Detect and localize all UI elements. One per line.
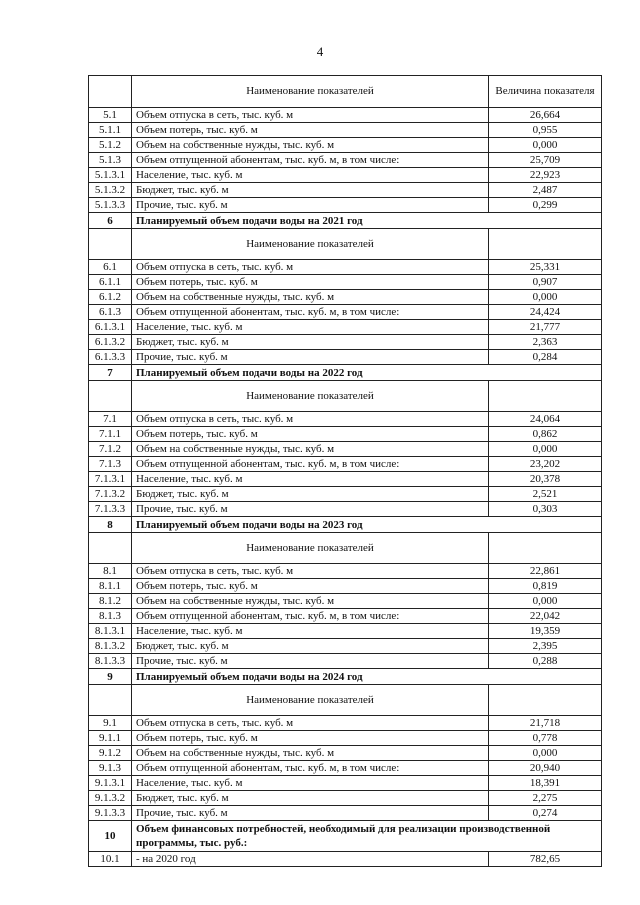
row-value: 0,288 [489, 654, 602, 669]
row-name: Объем на собственные нужды, тыс. куб. м [132, 138, 489, 153]
subheader-value-cell [489, 381, 602, 412]
table-row [89, 776, 602, 791]
table-row [89, 716, 602, 731]
row-name: Население, тыс. куб. м [132, 472, 489, 487]
table-row [89, 153, 602, 168]
header-num-cell [89, 76, 132, 108]
section-title-row [89, 517, 602, 533]
table-row [89, 138, 602, 153]
section-number: 6 [89, 213, 132, 229]
row-name: Население, тыс. куб. м [132, 320, 489, 335]
row-value: 20,378 [489, 472, 602, 487]
row-value: 0,907 [489, 275, 602, 290]
row-number: 6.1.3.3 [89, 350, 132, 365]
row-number: 5.1.3.3 [89, 198, 132, 213]
section-title-row [89, 365, 602, 381]
row-number: 5.1.3.2 [89, 183, 132, 198]
row-value: 25,331 [489, 260, 602, 275]
table-header-row [89, 76, 602, 108]
row-value: 782,65 [489, 852, 602, 867]
table-row [89, 168, 602, 183]
row-number: 8.1.2 [89, 594, 132, 609]
table-row [89, 564, 602, 579]
row-value: 22,042 [489, 609, 602, 624]
table-row [89, 624, 602, 639]
row-value: 2,275 [489, 791, 602, 806]
row-value: 2,395 [489, 639, 602, 654]
row-name: Объем потерь, тыс. куб. м [132, 579, 489, 594]
table-row [89, 639, 602, 654]
row-name: Прочие, тыс. куб. м [132, 502, 489, 517]
row-number: 5.1.2 [89, 138, 132, 153]
row-number: 10.1 [89, 852, 132, 867]
row-value: 0,000 [489, 138, 602, 153]
table-row [89, 502, 602, 517]
subheader-name: Наименование показателей [132, 381, 489, 412]
row-number: 6.1.1 [89, 275, 132, 290]
table-row [89, 412, 602, 427]
table-row [89, 457, 602, 472]
subheader-name: Наименование показателей [132, 685, 489, 716]
row-value: 0,862 [489, 427, 602, 442]
row-value: 2,487 [489, 183, 602, 198]
header-value-cell: Величина показателя [489, 76, 602, 108]
row-value: 20,940 [489, 761, 602, 776]
section-number: 9 [89, 669, 132, 685]
row-name: Бюджет, тыс. куб. м [132, 183, 489, 198]
row-value: 0,274 [489, 806, 602, 821]
section-title-row [89, 669, 602, 685]
row-number: 9.1.3.3 [89, 806, 132, 821]
row-name: - на 2020 год [132, 852, 489, 867]
row-number: 9.1.3.2 [89, 791, 132, 806]
table-row [89, 594, 602, 609]
table-row [89, 427, 602, 442]
row-name: Прочие, тыс. куб. м [132, 806, 489, 821]
row-name: Объем на собственные нужды, тыс. куб. м [132, 290, 489, 305]
table-row [89, 320, 602, 335]
subheader-value-cell [489, 229, 602, 260]
subheader-num-cell [89, 381, 132, 412]
row-value: 0,778 [489, 731, 602, 746]
row-value: 22,861 [489, 564, 602, 579]
row-name: Население, тыс. куб. м [132, 168, 489, 183]
row-number: 7.1.3.3 [89, 502, 132, 517]
row-value: 19,359 [489, 624, 602, 639]
subheader-name: Наименование показателей [132, 229, 489, 260]
row-name: Объем отпуска в сеть, тыс. куб. м [132, 564, 489, 579]
table-row [89, 183, 602, 198]
indicators-table [88, 75, 602, 867]
row-value: 22,923 [489, 168, 602, 183]
table-row [89, 791, 602, 806]
section-number: 10 [89, 821, 132, 852]
row-value: 26,664 [489, 108, 602, 123]
row-name: Прочие, тыс. куб. м [132, 198, 489, 213]
table-row [89, 487, 602, 502]
row-number: 9.1.1 [89, 731, 132, 746]
table-row [89, 472, 602, 487]
row-value: 24,064 [489, 412, 602, 427]
row-name: Объем отпуска в сеть, тыс. куб. м [132, 260, 489, 275]
table-row [89, 746, 602, 761]
section-subheader-row [89, 685, 602, 716]
section-subheader-row [89, 533, 602, 564]
row-number: 7.1.2 [89, 442, 132, 457]
section-title: Планируемый объем подачи воды на 2024 год [132, 669, 602, 685]
table-row [89, 108, 602, 123]
table-row [89, 335, 602, 350]
table-row [89, 609, 602, 624]
row-number: 7.1.3.2 [89, 487, 132, 502]
page-number: 4 [316, 44, 324, 59]
row-number: 8.1.3 [89, 609, 132, 624]
header-name-cell: Наименование показателей [132, 76, 489, 108]
row-value: 21,718 [489, 716, 602, 731]
row-value: 23,202 [489, 457, 602, 472]
section-number: 7 [89, 365, 132, 381]
row-number: 9.1.2 [89, 746, 132, 761]
row-number: 6.1.3 [89, 305, 132, 320]
row-name: Бюджет, тыс. куб. м [132, 487, 489, 502]
section-subheader-row [89, 229, 602, 260]
section-title: Планируемый объем подачи воды на 2022 год [132, 365, 602, 381]
row-name: Население, тыс. куб. м [132, 776, 489, 791]
table-row [89, 442, 602, 457]
row-value: 2,363 [489, 335, 602, 350]
row-number: 5.1.3 [89, 153, 132, 168]
subheader-name: Наименование показателей [132, 533, 489, 564]
row-value: 0,000 [489, 290, 602, 305]
row-number: 7.1.1 [89, 427, 132, 442]
row-value: 18,391 [489, 776, 602, 791]
row-value: 0,299 [489, 198, 602, 213]
row-name: Бюджет, тыс. куб. м [132, 335, 489, 350]
row-number: 7.1 [89, 412, 132, 427]
row-name: Объем отпуска в сеть, тыс. куб. м [132, 716, 489, 731]
row-name: Объем на собственные нужды, тыс. куб. м [132, 442, 489, 457]
row-number: 8.1.1 [89, 579, 132, 594]
row-number: 6.1.2 [89, 290, 132, 305]
row-name: Объем потерь, тыс. куб. м [132, 123, 489, 138]
row-number: 6.1.3.2 [89, 335, 132, 350]
row-name: Объем отпущенной абонентам, тыс. куб. м, в том числе: [132, 457, 489, 472]
row-number: 6.1 [89, 260, 132, 275]
row-name: Объем отпуска в сеть, тыс. куб. м [132, 108, 489, 123]
row-number: 9.1 [89, 716, 132, 731]
row-name: Прочие, тыс. куб. м [132, 350, 489, 365]
row-value: 2,521 [489, 487, 602, 502]
table-row [89, 290, 602, 305]
row-value: 0,819 [489, 579, 602, 594]
row-name: Население, тыс. куб. м [132, 624, 489, 639]
row-name: Объем потерь, тыс. куб. м [132, 731, 489, 746]
row-value: 0,000 [489, 442, 602, 457]
table-row [89, 731, 602, 746]
row-name: Объем отпущенной абонентам, тыс. куб. м, в том числе: [132, 153, 489, 168]
row-number: 5.1 [89, 108, 132, 123]
row-value: 24,424 [489, 305, 602, 320]
row-name: Бюджет, тыс. куб. м [132, 639, 489, 654]
row-name: Объем на собственные нужды, тыс. куб. м [132, 594, 489, 609]
row-number: 9.1.3.1 [89, 776, 132, 791]
row-number: 5.1.3.1 [89, 168, 132, 183]
row-name: Объем отпущенной абонентам, тыс. куб. м, в том числе: [132, 761, 489, 776]
row-number: 8.1 [89, 564, 132, 579]
row-value: 21,777 [489, 320, 602, 335]
section-number: 8 [89, 517, 132, 533]
subheader-value-cell [489, 685, 602, 716]
row-name: Объем отпуска в сеть, тыс. куб. м [132, 412, 489, 427]
table-row [89, 260, 602, 275]
table-row [89, 761, 602, 776]
section-title-row [89, 213, 602, 229]
row-number: 9.1.3 [89, 761, 132, 776]
table-row [89, 123, 602, 138]
row-number: 6.1.3.1 [89, 320, 132, 335]
subheader-num-cell [89, 229, 132, 260]
row-value: 0,955 [489, 123, 602, 138]
subheader-num-cell [89, 533, 132, 564]
row-number: 7.1.3.1 [89, 472, 132, 487]
row-number: 8.1.3.2 [89, 639, 132, 654]
table-row [89, 275, 602, 290]
row-name: Объем на собственные нужды, тыс. куб. м [132, 746, 489, 761]
row-name: Объем потерь, тыс. куб. м [132, 275, 489, 290]
row-name: Прочие, тыс. куб. м [132, 654, 489, 669]
row-number: 8.1.3.3 [89, 654, 132, 669]
row-name: Бюджет, тыс. куб. м [132, 791, 489, 806]
row-name: Объем отпущенной абонентам, тыс. куб. м, в том числе: [132, 305, 489, 320]
section-subheader-row [89, 381, 602, 412]
row-value: 0,000 [489, 746, 602, 761]
row-value: 0,303 [489, 502, 602, 517]
table-row [89, 852, 602, 867]
table-row [89, 198, 602, 213]
table-row [89, 654, 602, 669]
table-row [89, 305, 602, 320]
table-row [89, 579, 602, 594]
row-number: 7.1.3 [89, 457, 132, 472]
section-title-row [89, 821, 602, 852]
row-value: 0,284 [489, 350, 602, 365]
table-row [89, 350, 602, 365]
section-title: Объем финансовых потребностей, необходимый для реализации производственной программы, тыс. руб.: [132, 821, 602, 852]
subheader-num-cell [89, 685, 132, 716]
row-name: Объем потерь, тыс. куб. м [132, 427, 489, 442]
row-number: 8.1.3.1 [89, 624, 132, 639]
row-value: 0,000 [489, 594, 602, 609]
row-name: Объем отпущенной абонентам, тыс. куб. м, в том числе: [132, 609, 489, 624]
table-row [89, 806, 602, 821]
section-title: Планируемый объем подачи воды на 2021 год [132, 213, 602, 229]
subheader-value-cell [489, 533, 602, 564]
section-title: Планируемый объем подачи воды на 2023 год [132, 517, 602, 533]
row-number: 5.1.1 [89, 123, 132, 138]
row-value: 25,709 [489, 153, 602, 168]
